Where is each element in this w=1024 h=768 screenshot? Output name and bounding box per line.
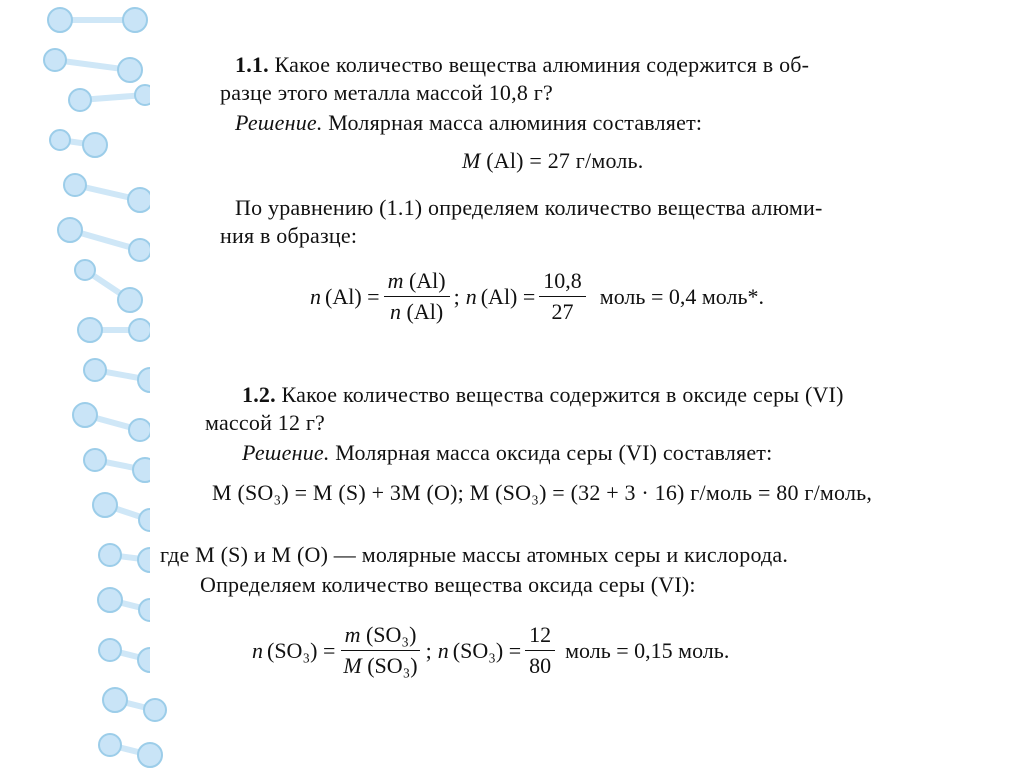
problem1-number: 1.1.	[235, 52, 269, 77]
eq-fraction-mass-over-amount	[384, 268, 450, 325]
frac-num: (SO₃)	[365, 622, 417, 647]
frac2-num: 12	[525, 622, 555, 651]
eq-separator: ;	[453, 283, 460, 309]
eq-n-symbol: n	[310, 283, 321, 309]
problem1-question-line2: разце этого металла массой 10,8 г?	[220, 80, 553, 105]
eq-result: моль = 0,4 моль*.	[599, 283, 764, 309]
frac-num-var: m	[344, 622, 361, 647]
problem2-number: 1.2.	[242, 382, 276, 407]
problem1-solution-line	[235, 110, 702, 136]
problem2-question-line1	[242, 382, 844, 408]
frac-den-var: M	[343, 653, 362, 678]
eq2-lhs-2: (SO₃) =	[452, 637, 522, 663]
problem1-molar-mass-formula	[462, 148, 643, 174]
frac-den-var: n	[390, 299, 401, 324]
problem2-solution-text: Молярная масса оксида серы (VI) составляет:	[335, 440, 773, 465]
eq-fraction-numeric	[539, 268, 586, 325]
frac2-den: 27	[551, 299, 574, 324]
frac-num: (Al)	[408, 268, 446, 293]
frac2-den: 80	[529, 653, 552, 678]
frac-den: (Al)	[406, 299, 444, 324]
problem1-question-line1	[235, 52, 809, 78]
problem2-solution-label: Решение.	[242, 440, 330, 465]
problem1-question-text1: Какое количество вещества алюминия содержится в об-	[274, 52, 810, 77]
problem2-equation	[252, 622, 729, 679]
eq2-result: моль = 0,15 моль.	[565, 637, 730, 663]
eq2-n-symbol-2: n	[437, 637, 449, 663]
eq-lhs-2: (Al) =	[480, 283, 536, 309]
problem2-question-text1: Какое количество вещества содержится в оксиде серы (VI)	[281, 382, 844, 407]
document-page	[150, 30, 950, 695]
problem2-where-line: где M (S) и M (O) — молярные массы атомных серы и кислорода.	[160, 542, 789, 567]
problem1-paragraph-line1: По уравнению (1.1) определяем количество вещества алюми-	[235, 195, 823, 220]
eq2-fraction-numeric	[525, 622, 555, 679]
problem1-paragraph-line2: ния в образце:	[220, 223, 358, 248]
eq2-n-symbol: n	[252, 637, 263, 663]
frac-den: (SO₃)	[367, 653, 418, 678]
problem1-solution-text: Молярная масса алюминия составляет:	[328, 110, 703, 135]
problem2-determine-line: Определяем количество вещества оксида серы (VI):	[200, 572, 696, 597]
problem2-molar-equation: M (SO₃) = M (S) + 3M (O); M (SO₃) = (32 + 3 · 16) г/моль = 80 г/моль,	[212, 480, 873, 505]
eq2-lhs: (SO₃) =	[267, 637, 336, 663]
molar-mass-symbol: M	[462, 148, 481, 173]
eq2-fraction-mass-over-molar	[339, 622, 421, 679]
molar-mass-value: (Al) = 27 г/моль.	[486, 148, 644, 173]
problem2-solution-line	[242, 440, 772, 466]
eq-lhs: (Al) =	[325, 283, 380, 309]
problem2-question-line2: массой 12 г?	[205, 410, 326, 435]
frac2-num: 10,8	[539, 268, 586, 297]
eq-n-symbol-2: n	[465, 283, 477, 309]
frac-num-var: m	[387, 268, 404, 293]
eq2-separator: ;	[425, 637, 432, 663]
problem1-equation	[310, 268, 764, 325]
problem1-solution-label: Решение.	[235, 110, 323, 135]
